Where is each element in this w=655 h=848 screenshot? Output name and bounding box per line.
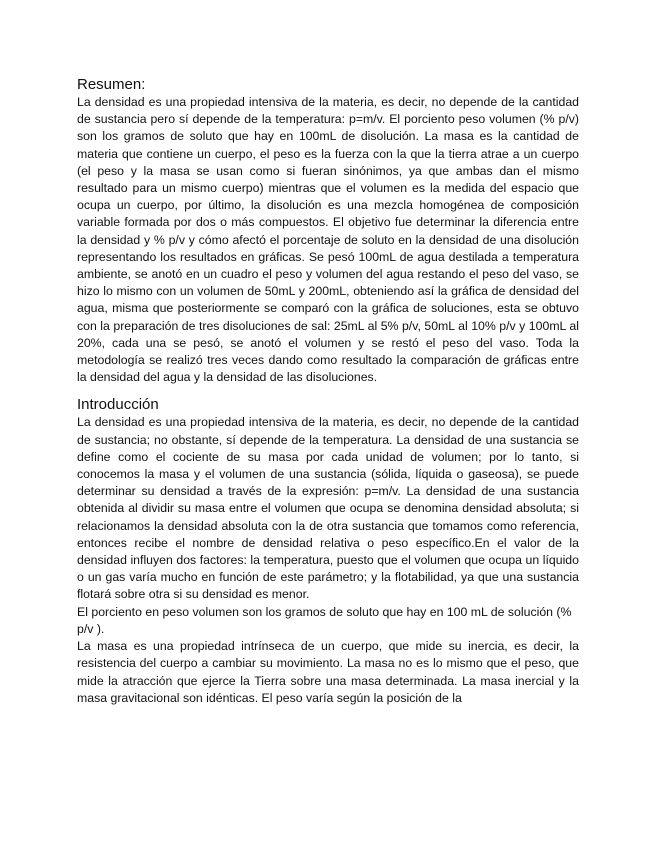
- document-content: [77, 76, 579, 707]
- summary-paragraph: La densidad es una propiedad intensiva de la materia, es decir, no depende de la cantidad de sustancia pero sí depende de la temperatura: p=m/v. El porciento peso volumen (% p/v) son los gramos de soluto que hay en 100mL de disolución. La masa es la cantidad de materia que contiene un cuerpo, el peso es la fuerza con la que la tierra atrae a un cuerpo (el peso y la masa se usan como si fueran sinónimos, ya que ambas dan el mismo resultado para un mismo cuerpo) mientras que el volumen es la medida del espacio que ocupa un cuerpo, por último, la disolución es una mezcla homogénea de composición variable formada por dos o más compuestos. El objetivo fue determinar la diferencia entre la densidad y % p/v y cómo afectó el porcentaje de soluto en la densidad de una disolución representando los resultados en gráficas. Se pesó 100mL de agua destilada a temperatura ambiente, se anotó en un cuadro el peso y volumen del agua restando el peso del vaso, se hizo lo mismo con un volumen de 50mL y 200mL, obteniendo así la gráfica de densidad del agua, misma que posteriormente se comparó con la gráfica de soluciones, esta se obtuvo con la preparación de tres disoluciones de sal: 25mL al 5% p/v, 50mL al 10% p/v y 100mL al 20%, cada una se pesó, se anotó el volumen y se restó el peso del vaso. Toda la metodología se realizó tres veces dando como resultado la comparación de gráficas entre la densidad del agua y la densidad de las disoluciones.: [77, 95, 579, 385]
- summary-heading: Resumen:: [77, 76, 146, 93]
- section-spacer: [77, 386, 579, 396]
- introduction-paragraph-3: La masa es una propiedad intrínseca de un cuerpo, que mide su inercia, es decir, la resistencia del cuerpo a cambiar su movimiento. La masa no es lo mismo que el peso, que mide la atracción que ejerce la Tierra sobre una masa determinada. La masa inercial y la masa gravitacional son idénticas. El peso varía según la posición de la: [77, 639, 579, 705]
- introduction-paragraph-2: El porciento en peso volumen son los gramos de soluto que hay en 100 mL de solución (% p/v ).: [77, 604, 572, 636]
- introduction-paragraph-1: La densidad es una propiedad intensiva de la materia, es decir, no depende de la cantidad de sustancia; no obstante, sí depende de la temperatura. La densidad de una sustancia se define como el cociente de su masa por cada unidad de volumen; por lo tanto, si conocemos la masa y el volumen de una sustancia (sólida, líquida o gaseosa), se puede determinar su densidad a través de la expresión: p=m/v. La densidad de una sustancia obtenida al dividir su masa entre el volumen que ocupa se denomina densidad absoluta; si relacionamos la densidad absoluta con la de otra sustancia que tomamos como referencia, entonces recibe el nombre de densidad relativa o peso específico.En el valor de la densidad influyen dos factores: la temperatura, puesto que el volumen que ocupa un líquido o un gas varía mucho en función de este parámetro; y la flotabilidad, ya que una sustancia flotará sobre otra si su densidad es menor.: [77, 415, 579, 602]
- introduction-heading: Introducción: [77, 396, 159, 414]
